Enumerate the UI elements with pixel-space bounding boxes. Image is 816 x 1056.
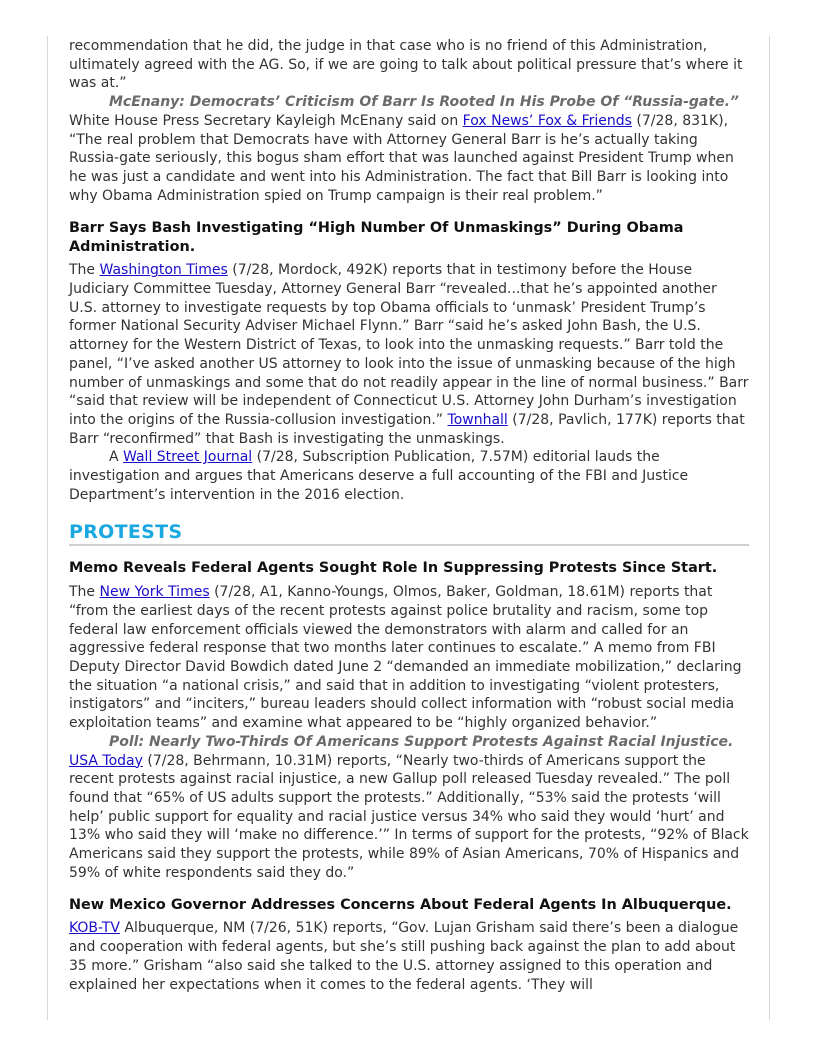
article-headline: New Mexico Governor Addresses Concerns About Federal Agents In Albuquerque. [69,897,732,914]
usa-today-link[interactable]: USA Today [69,752,143,769]
wall-street-journal-link[interactable]: Wall Street Journal [123,449,253,466]
new-york-times-link[interactable]: New York Times [99,584,210,601]
kob-tv-link[interactable]: KOB-TV [69,920,120,937]
article-paragraph: USA Today (7/28, Behrmann, 10.31M) reports, “Nearly two-thirds of Americans support the recent protests against racial injustice, a new Gallup poll released Tuesday revealed.” The poll found that “65% of US adults support the protests.” Additionally, “53% said the protests ‘will help’ public support for equality and racial justice versus 34% who said they would ‘hurt’ and 13% who said they will ‘make no difference.’” In terms of support for the protests, “92% of Black Americans said they support the protests, while 89% of Asian Americans, 70% of Hispanics and 59% of white respondents said they do.” [69,752,749,881]
section-heading-protests: PROTESTS [69,523,749,546]
article-paragraph: The New York Times (7/28, A1, Kanno-Youngs, Olmos, Baker, Goldman, 18.61M) reports that “from the earliest days of the recent protests against police brutality and racism, some top federal law enforcement officials viewed the demonstrators with alarm and called for an aggressive federal response that two months later continues to escalate.” A memo from FBI Deputy Director David Bowdich dated June 2 “demanded an immediate mobilization,” declaring the situation “a national crisis,” and said that in addition to investigating “violent protesters, instigators” and “inciters,” bureau leaders should collect information with “robust social media exploitation teams” and examine what appeared to be “highly organized behavior.” [69,584,742,732]
document-page [47,36,770,1020]
article-subheading: McEnany: Democrats’ Criticism Of Barr Is Rooted In His Probe Of “Russia-gate.” [109,94,739,111]
article-paragraph: White House Press Secretary Kayleigh McEnany said on Fox News’ Fox & Friends (7/28, 831K), “The real problem that Democrats have with Attorney General Barr is he’s actually taking Russia-gate seriously, this bogus sham effort that was launched against President Trump when he was just a candidate and went into his Administration. The fact that Bill Barr is looking into why Obama Administration spied on Trump campaign is their real problem.” [69,112,734,204]
article-headline: Memo Reveals Federal Agents Sought Role In Suppressing Protests Since Start. [69,560,718,577]
document-content [69,36,749,994]
fox-news-link[interactable]: Fox News’ Fox & Friends [462,112,632,129]
washington-times-link[interactable]: Washington Times [99,262,228,279]
article-paragraph: A Wall Street Journal (7/28, Subscription Publication, 7.57M) editorial lauds the investigation and argues that Americans deserve a full accounting of the FBI and Justice Department’s intervention in the 2016 election. [69,449,689,503]
article-paragraph: The Washington Times (7/28, Mordock, 492K) reports that in testimony before the House Judiciary Committee Tuesday, Attorney General Barr “revealed...that he’s appointed another U.S. attorney to investigate requests by top Obama officials to ‘unmask’ President Trump’s former National Security Adviser Michael Flynn.” Barr “said he’s asked John Bash, the U.S. attorney for the Western District of Texas, to look into the unmasking requests.” Barr told the panel, “I’ve asked another US attorney to look into the issue of unmasking because of the high number of unmaskings and some that do not readily appear in the line of normal business.” Barr “said that review will be independent of Connecticut U.S. Attorney John Durham’s investigation into the origins of the Russia-collusion investigation.” Townhall (7/28, Pavlich, 177K) reports that Barr “reconfirmed” that Bash is investigating the unmaskings. [69,262,749,447]
article-paragraph: recommendation that he did, the judge in that case who is no friend of this Administration, ultimately agreed with the AG. So, if we are going to talk about political pressure that’s where it was at.” [69,38,743,92]
article-paragraph: KOB-TV Albuquerque, NM (7/26, 51K) reports, “Gov. Lujan Grisham said there’s been a dialogue and cooperation with federal agents, but she’s still pushing back against the plan to add about 35 more.” Grisham “also said she talked to the U.S. attorney assigned to this operation and explained her expectations when it comes to the federal agents. ‘They will [69,920,739,993]
article-headline: Barr Says Bash Investigating “High Number Of Unmaskings” During Obama Administration. [69,220,684,256]
townhall-link[interactable]: Townhall [447,411,508,428]
article-subheading: Poll: Nearly Two-Thirds Of Americans Support Protests Against Racial Injustice. [109,733,734,750]
